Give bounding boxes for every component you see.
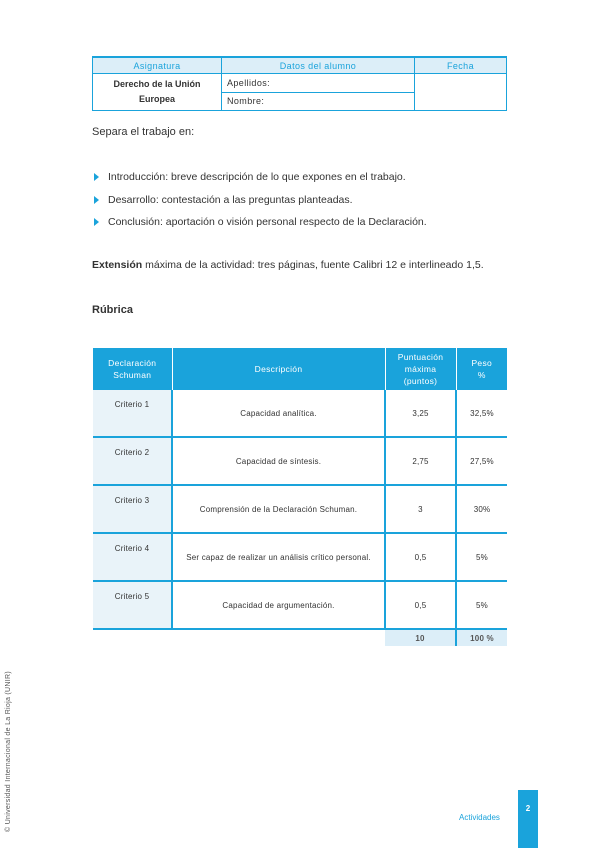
criterion-column-header: Declaración Schuman: [93, 348, 172, 390]
bullet-triangle-icon: [94, 196, 99, 204]
subject-column-header: Asignatura: [93, 57, 222, 74]
bullet-triangle-icon: [94, 173, 99, 181]
list-item: [92, 170, 427, 193]
weight-cell: 5%: [456, 533, 507, 581]
list-item-text: Desarrollo: contestación a las preguntas planteadas.: [108, 193, 353, 206]
student-data-column-header: Datos del alumno: [222, 57, 415, 74]
description-cell: Capacidad de argumentación.: [172, 581, 385, 629]
subject-name-line1: Derecho de la Unión: [113, 79, 201, 89]
description-cell: Ser capaz de realizar un análisis crítico personal.: [172, 533, 385, 581]
rubric-header-row: [93, 348, 507, 390]
extension-bold: Extensión: [92, 259, 143, 271]
score-cell: 3,25: [385, 390, 456, 437]
weight-cell: 30%: [456, 485, 507, 533]
criterion-cell: Criterio 3: [93, 485, 172, 533]
surname-field[interactable]: Apellidos:: [222, 74, 415, 93]
subject-name-line2: Europea: [138, 94, 175, 104]
footer-section-label: Actividades: [459, 813, 500, 822]
description-cell: Capacidad de síntesis.: [172, 437, 385, 485]
score-column-header: Puntuación máxima (puntos): [385, 348, 456, 390]
empty-cell: [172, 629, 385, 646]
table-row: [93, 437, 507, 485]
bullet-triangle-icon: [94, 218, 99, 226]
page-number-tab: 2: [518, 790, 538, 848]
list-item: [92, 215, 427, 238]
score-cell: 3: [385, 485, 456, 533]
score-cell: 0,5: [385, 581, 456, 629]
description-cell: Capacidad analítica.: [172, 390, 385, 437]
date-field[interactable]: [415, 74, 507, 111]
table-row: [93, 533, 507, 581]
description-cell: Comprensión de la Declaración Schuman.: [172, 485, 385, 533]
weight-cell: 5%: [456, 581, 507, 629]
description-column-header: Descripción: [172, 348, 385, 390]
score-cell: 2,75: [385, 437, 456, 485]
list-item: [92, 193, 427, 216]
name-field[interactable]: Nombre:: [222, 92, 415, 111]
criterion-cell: Criterio 5: [93, 581, 172, 629]
total-weight-cell: 100 %: [456, 629, 507, 646]
extension-paragraph: [92, 259, 484, 271]
structure-list: [92, 170, 427, 238]
weight-cell: 32,5%: [456, 390, 507, 437]
subject-name: [93, 74, 222, 111]
extension-rest: máxima de la actividad: tres páginas, fuente Calibri 12 e interlineado 1,5.: [142, 259, 484, 271]
weight-cell: 27,5%: [456, 437, 507, 485]
intro-text: Separa el trabajo en:: [92, 126, 195, 138]
total-row: [93, 629, 507, 646]
score-cell: 0,5: [385, 533, 456, 581]
table-row: [93, 485, 507, 533]
list-item-text: Conclusión: aportación o visión personal respecto de la Declaración.: [108, 216, 427, 228]
empty-cell: [93, 629, 172, 646]
total-score-cell: 10: [385, 629, 456, 646]
rubric-title: Rúbrica: [92, 304, 133, 316]
weight-column-header: Peso %: [456, 348, 507, 390]
criterion-cell: Criterio 4: [93, 533, 172, 581]
table-row: [93, 390, 507, 437]
list-item-text: Introducción: breve descripción de lo que expones en el trabajo.: [108, 171, 406, 183]
copyright-notice: © Universidad Internacional de La Rioja (UNIR): [5, 671, 12, 832]
criterion-cell: Criterio 2: [93, 437, 172, 485]
date-column-header: Fecha: [415, 57, 507, 74]
rubric-table: [93, 348, 507, 646]
criterion-cell: Criterio 1: [93, 390, 172, 437]
table-row: [93, 581, 507, 629]
student-header-table: [92, 56, 507, 111]
